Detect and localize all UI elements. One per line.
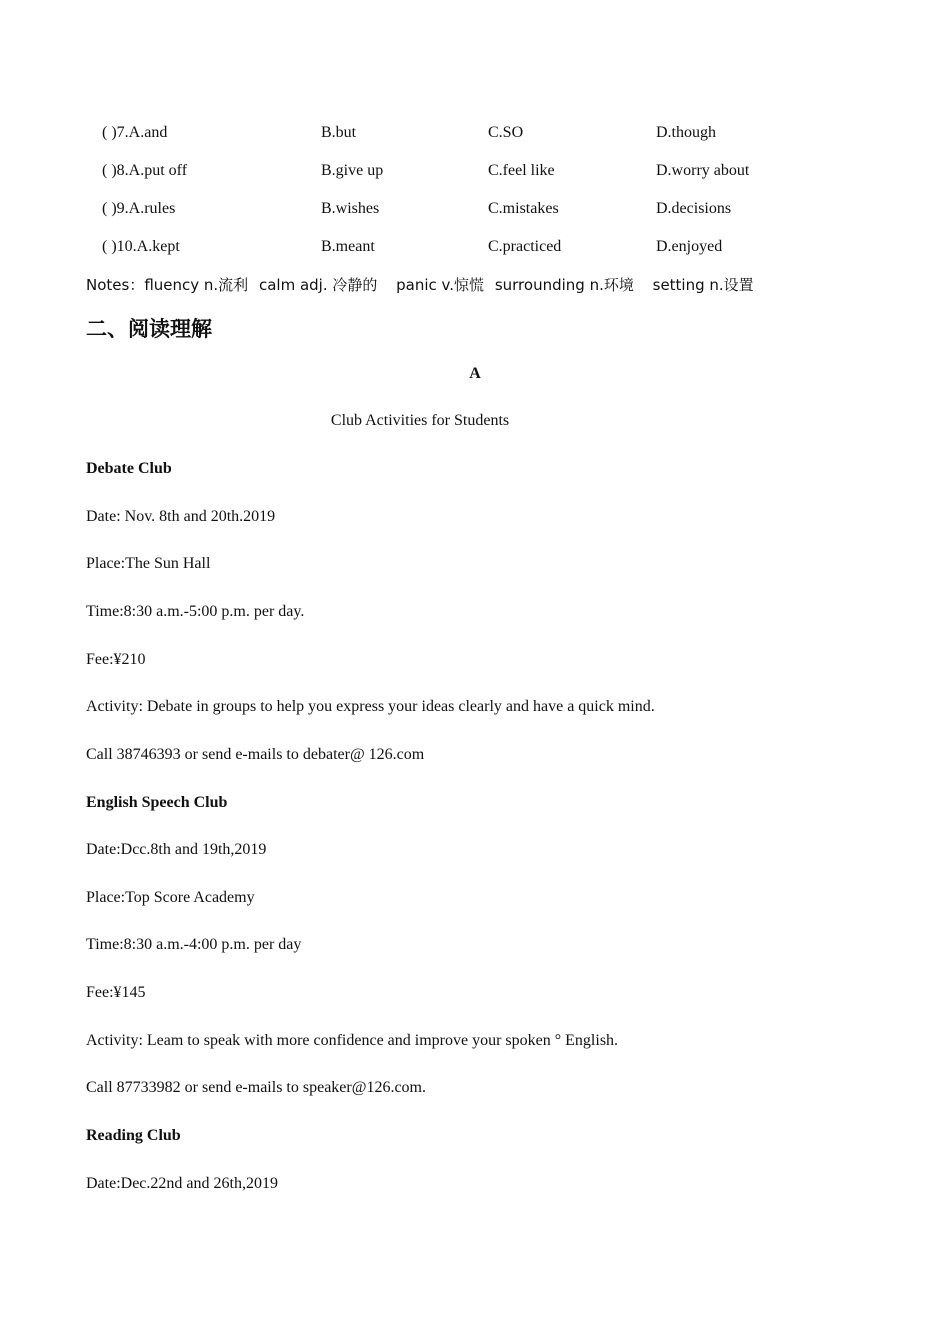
note-item: setting n.设置: [652, 276, 754, 294]
vocabulary-notes: [86, 273, 760, 297]
question-7-option-a: [102, 121, 167, 145]
note-item: surrounding n.环境: [494, 276, 634, 294]
note-item: panic v.惊慌: [396, 276, 485, 294]
question-7-option-d: D.though: [656, 124, 716, 141]
club-date: Date: Nov. 8th and 20th.2019: [86, 508, 276, 525]
option-a: A.kept: [136, 238, 180, 255]
club-date: Date:Dcc.8th and 19th,2019: [86, 841, 267, 858]
question-row-9: [0, 197, 950, 221]
question-row-10: [0, 235, 950, 259]
club-name: English Speech Club: [86, 794, 228, 811]
question-7-option-b: B.but: [321, 124, 357, 141]
question-7-option-c: C.SO: [488, 124, 524, 141]
question-8-option-d: D.worry about: [656, 162, 750, 179]
club-name: Debate Club: [86, 460, 172, 477]
club-contact: Call 38746393 or send e-mails to debater@ 126.com: [86, 746, 425, 763]
question-number: ( )9.: [102, 200, 129, 217]
question-9-option-d: D.decisions: [656, 200, 732, 217]
option-a: A.rules: [128, 200, 176, 217]
question-10-option-a: [102, 235, 180, 259]
club-fee: Fee:¥145: [86, 984, 146, 1001]
question-10-option-b: B.meant: [321, 238, 375, 255]
question-9-option-c: C.mistakes: [488, 200, 559, 217]
question-9-option-b: B.wishes: [321, 200, 380, 217]
club-date: Date:Dec.22nd and 26th,2019: [86, 1175, 278, 1192]
club-activity: Activity: Leam to speak with more confidence and improve your spoken ° English.: [86, 1032, 619, 1049]
question-number: ( )10.: [102, 238, 137, 255]
option-a: A.put off: [128, 162, 188, 179]
notes-label: Notes：: [86, 276, 145, 294]
passage-title: Club Activities for Students: [330, 412, 510, 429]
option-a: A.and: [128, 124, 168, 141]
question-8-option-a: [102, 159, 187, 183]
question-row-7: [0, 121, 950, 145]
question-8-option-c: C.feel like: [488, 162, 555, 179]
club-place: Place:The Sun Hall: [86, 555, 211, 572]
question-row-8: [0, 159, 950, 183]
question-number: ( )7.: [102, 124, 129, 141]
club-time: Time:8:30 a.m.-5:00 p.m. per day.: [86, 603, 305, 620]
club-contact: Call 87733982 or send e-mails to speaker@126.com.: [86, 1079, 426, 1096]
question-10-option-d: D.enjoyed: [656, 238, 723, 255]
question-9-option-a: [102, 197, 175, 221]
club-name: Reading Club: [86, 1127, 181, 1144]
question-10-option-c: C.practiced: [488, 238, 562, 255]
club-time: Time:8:30 a.m.-4:00 p.m. per day: [86, 936, 302, 953]
note-item: fluency n.流利: [144, 276, 249, 294]
club-activity: Activity: Debate in groups to help you express your ideas clearly and have a quick mind.: [86, 698, 655, 715]
passage-letter: A: [469, 365, 481, 382]
question-8-option-b: B.give up: [321, 162, 384, 179]
question-number: ( )8.: [102, 162, 129, 179]
club-fee: Fee:¥210: [86, 651, 146, 668]
note-item: calm adj. 冷静的: [258, 276, 378, 294]
section-heading: 二、阅读理解: [86, 317, 212, 341]
club-place: Place:Top Score Academy: [86, 889, 255, 906]
